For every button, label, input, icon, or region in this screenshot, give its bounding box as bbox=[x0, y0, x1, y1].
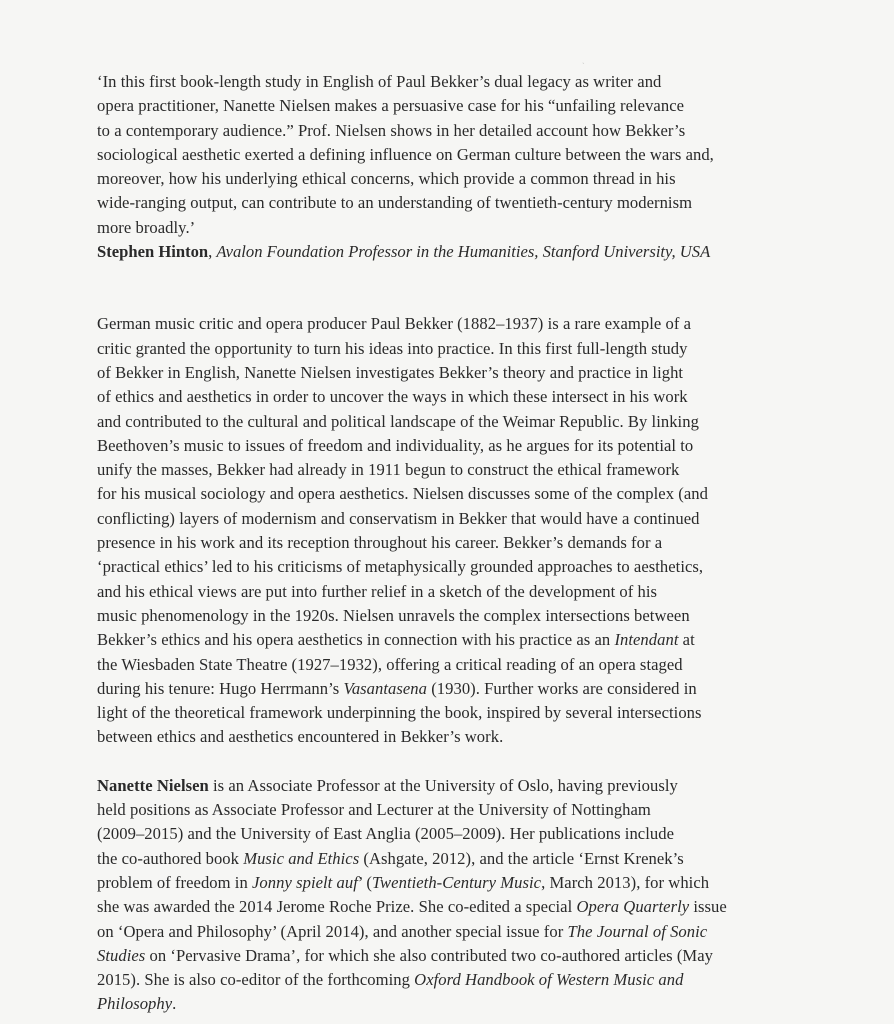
journal-title: Studies bbox=[97, 945, 146, 965]
description-text: Beethoven’s music to issues of freedom and individuality, as he argues for its potential to bbox=[97, 435, 694, 455]
opera-title: Jonny spielt auf bbox=[252, 872, 358, 892]
bio-line bbox=[97, 871, 787, 895]
bio-line bbox=[97, 774, 787, 798]
bio-line bbox=[97, 847, 787, 871]
journal-title: The Journal of Sonic bbox=[567, 921, 708, 941]
description-line bbox=[97, 555, 787, 579]
bio-line bbox=[97, 944, 787, 968]
journal-title: Opera Quarterly bbox=[576, 897, 690, 917]
endorser-separator: , bbox=[208, 242, 217, 262]
description-text: for his musical sociology and opera aesthetics. Nielsen discusses some of the complex (and bbox=[97, 484, 708, 504]
bio-line bbox=[97, 968, 787, 992]
bio-line bbox=[97, 798, 787, 822]
book-description bbox=[97, 312, 787, 749]
bio-text: held positions as Associate Professor and Lecturer at the University of Nottingham bbox=[97, 800, 651, 820]
back-cover-text bbox=[97, 70, 787, 1017]
bio-text: (2009–2015) and the University of East Anglia (2005–2009). Her publications include bbox=[97, 824, 674, 844]
handbook-title: Oxford Handbook of Western Music and bbox=[414, 970, 684, 990]
bio-text: (Ashgate, 2012), and the article ‘Ernst Krenek’s bbox=[359, 848, 684, 868]
description-line bbox=[97, 507, 787, 531]
endorsement-attribution bbox=[97, 240, 787, 264]
bio-text: . bbox=[172, 994, 177, 1014]
description-line bbox=[97, 434, 787, 458]
description-line bbox=[97, 531, 787, 555]
bio-text: the co-authored book bbox=[97, 848, 244, 868]
description-line bbox=[97, 458, 787, 482]
endorsement-line: opera practitioner, Nanette Nielsen makes a persuasive case for his “unfailing relevance bbox=[97, 96, 685, 116]
description-line bbox=[97, 604, 787, 628]
handbook-title: Philosophy bbox=[97, 994, 173, 1014]
bio-line bbox=[97, 822, 787, 846]
book-title: Music and Ethics bbox=[243, 848, 360, 868]
bio-text: , March 2013), for which bbox=[541, 872, 710, 892]
description-text: ‘practical ethics’ led to his criticisms of metaphysically grounded approaches to aesthetics, bbox=[97, 557, 704, 577]
bio-text: is an Associate Professor at the University of Oslo, having previously bbox=[208, 775, 678, 795]
description-line bbox=[97, 701, 787, 725]
description-line bbox=[97, 312, 787, 336]
description-line bbox=[97, 677, 787, 701]
bio-line bbox=[97, 895, 787, 919]
endorsement-line: to a contemporary audience.” Prof. Nielsen shows in her detailed account how Bekker’s bbox=[97, 120, 686, 140]
description-text: music phenomenology in the 1920s. Nielsen unravels the complex intersections between bbox=[97, 605, 690, 625]
endorsement-line: more broadly.’ bbox=[97, 217, 196, 237]
author-bio bbox=[97, 774, 787, 1017]
description-text: the Wiesbaden State Theatre (1927–1932), offering a critical reading of an opera staged bbox=[97, 654, 683, 674]
description-line bbox=[97, 580, 787, 604]
endorsement-quote bbox=[97, 70, 787, 240]
description-text: and his ethical views are put into further relief in a sketch of the development of his bbox=[97, 581, 658, 601]
description-text: Bekker’s ethics and his opera aesthetics in connection with his practice as an bbox=[97, 630, 615, 650]
bio-line bbox=[97, 920, 787, 944]
description-text: (1930). Further works are considered in bbox=[427, 678, 697, 698]
bio-text: problem of freedom in bbox=[97, 872, 253, 892]
endorser-name: Stephen Hinton bbox=[97, 242, 209, 262]
description-text: conflicting) layers of modernism and conservatism in Bekker that would have a continued bbox=[97, 508, 700, 528]
endorsement-line: moreover, how his underlying ethical concerns, which provide a common thread in his bbox=[97, 169, 676, 189]
description-text: German music critic and opera producer Paul Bekker (1882–1937) is a rare example of a bbox=[97, 314, 692, 334]
endorsement-line: sociological aesthetic exerted a defining influence on German culture between the wars and, bbox=[97, 144, 714, 164]
description-text: unify the masses, Bekker had already in 1911 begun to construct the ethical framework bbox=[97, 460, 680, 480]
description-text: between ethics and aesthetics encountered in Bekker’s work. bbox=[97, 727, 504, 747]
description-line bbox=[97, 410, 787, 434]
description-line bbox=[97, 725, 787, 749]
endorser-affiliation: Avalon Foundation Professor in the Humanities, Stanford University, USA bbox=[216, 242, 711, 262]
bio-text: 2015). She is also co-editor of the forthcoming bbox=[97, 970, 415, 990]
description-text: and contributed to the cultural and political landscape of the Weimar Republic. By linking bbox=[97, 411, 699, 431]
description-text: during his tenure: Hugo Herrmann’s bbox=[97, 678, 344, 698]
description-line bbox=[97, 385, 787, 409]
italic-term: Intendant bbox=[614, 630, 679, 650]
opera-title: Vasantasena bbox=[343, 678, 427, 698]
description-text: of Bekker in English, Nanette Nielsen investigates Bekker’s theory and practice in light bbox=[97, 362, 684, 382]
description-line bbox=[97, 628, 787, 652]
bio-text: she was awarded the 2014 Jerome Roche Prize. She co-edited a special bbox=[97, 897, 577, 917]
description-text: presence in his work and its reception throughout his career. Bekker’s demands for a bbox=[97, 533, 663, 553]
endorsement-line: wide-ranging output, can contribute to an understanding of twentieth-century modernism bbox=[97, 193, 693, 213]
description-text: at bbox=[678, 630, 695, 650]
description-line bbox=[97, 482, 787, 506]
description-line bbox=[97, 361, 787, 385]
description-text: light of the theoretical framework underpinning the book, inspired by several intersections bbox=[97, 703, 702, 723]
author-name: Nanette Nielsen bbox=[97, 775, 209, 795]
description-text: of ethics and aesthetics in order to uncover the ways in which these intersect in his work bbox=[97, 387, 688, 407]
description-line bbox=[97, 337, 787, 361]
bio-text: issue bbox=[689, 897, 727, 917]
description-text: critic granted the opportunity to turn his ideas into practice. In this first full-length study bbox=[97, 338, 688, 358]
scan-speck: ˎ bbox=[582, 55, 585, 64]
journal-title: Twentieth-Century Music bbox=[372, 872, 542, 892]
endorsement-line: ‘In this first book-length study in English of Paul Bekker’s dual legacy as writer and bbox=[97, 72, 662, 91]
bio-text: on ‘Pervasive Drama’, for which she also contributed two co-authored articles (May bbox=[145, 945, 713, 965]
bio-line bbox=[97, 992, 787, 1016]
description-line bbox=[97, 653, 787, 677]
bio-text: ’ ( bbox=[357, 872, 373, 892]
bio-text: on ‘Opera and Philosophy’ (April 2014), and another special issue for bbox=[97, 921, 568, 941]
